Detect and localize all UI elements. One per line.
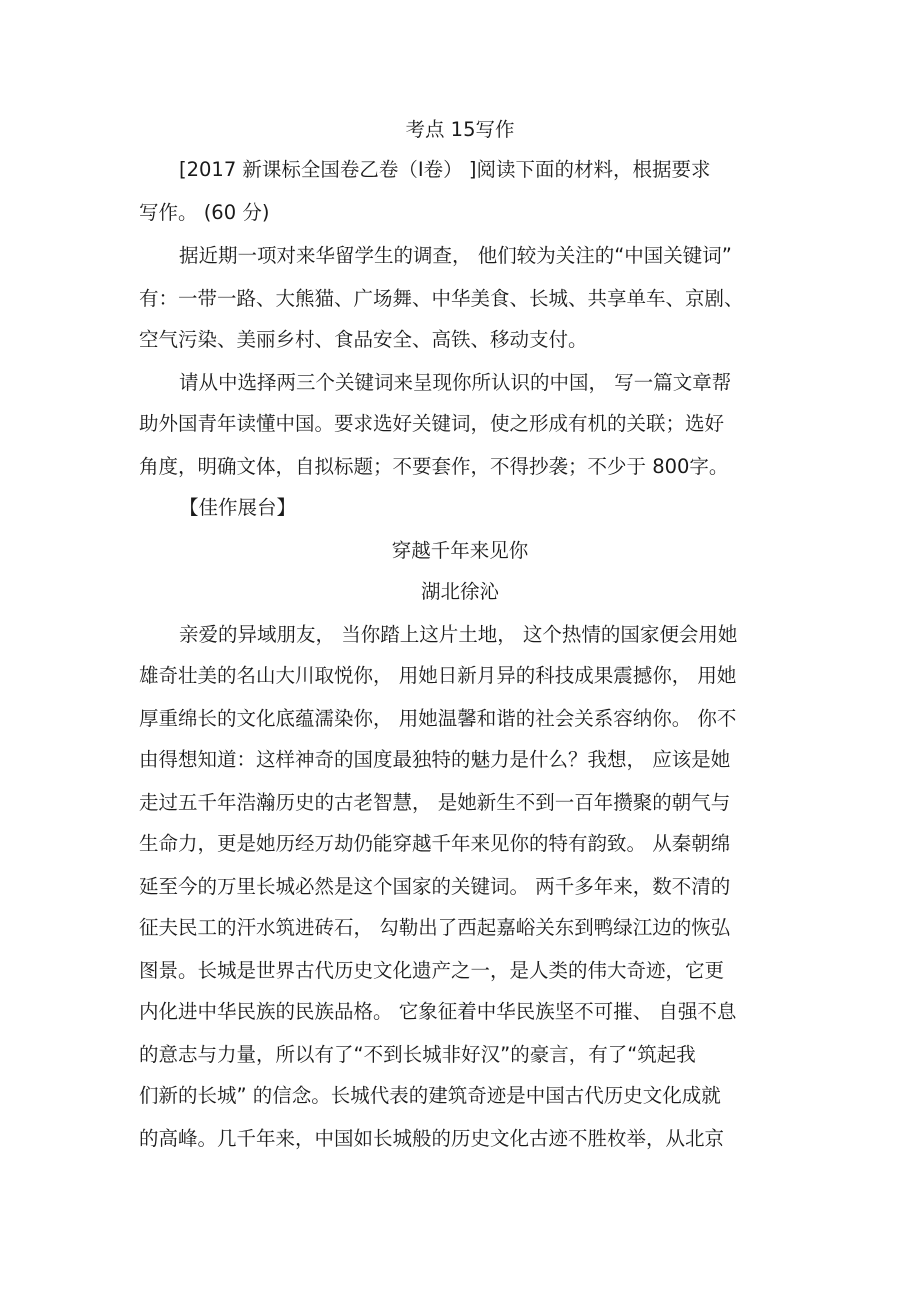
- material-line: 空气污染、美丽乡村、食品安全、高铁、移动支付。: [139, 328, 588, 351]
- essay-title: 穿越千年来见你: [391, 539, 529, 562]
- prompt-line: [2017 新课标全国卷乙卷（Ⅰ卷） ]阅读下面的材料，根据要求: [179, 158, 711, 181]
- essay-line: 图景。长城是世界古代历史文化遗产之一，是人类的伟大奇迹，它更: [139, 959, 725, 982]
- requirement-line: 角度，明确文体，自拟标题；不要套作，不得抄袭；不少于 800字。: [139, 455, 729, 478]
- essay-line: 内化进中华民族的民族品格。 它象征着中华民族坚不可摧、 自强不息: [139, 1000, 737, 1023]
- essay-line: 们新的长城” 的信念。长城代表的建筑奇迹是中国古代历史文化成就: [139, 1084, 721, 1107]
- essay-line: 生命力，更是她历经万劫仍能穿越千年来见你的特有韵致。 从秦朝绵: [139, 832, 731, 855]
- prompt-line: 写作。 (60 分): [139, 201, 270, 224]
- essay-line: 征夫民工的汗水筑进砖石， 勾勒出了西起嘉峪关东到鸭绿江边的恢弘: [139, 916, 731, 939]
- essay-line: 厚重绵长的文化底蕴濡染你， 用她温馨和谐的社会关系容纳你。 你不: [139, 707, 737, 730]
- essay-line: 由得想知道：这样神奇的国度最独特的魅力是什么？我想， 应该是她: [139, 748, 731, 771]
- material-line: 有：一带一路、大熊猫、广场舞、中华美食、长城、共享单车、京剧、: [139, 287, 744, 310]
- essay-line: 亲爱的异域朋友， 当你踏上这片土地， 这个热情的国家便会用她: [179, 623, 738, 646]
- material-line: 据近期一项对来华留学生的调查， 他们较为关注的“中国关键词”: [179, 244, 732, 267]
- document-title: 考点 15写作: [405, 118, 515, 141]
- essay-author: 湖北徐沁: [420, 580, 499, 603]
- section-label: 【佳作展台】: [179, 496, 297, 519]
- essay-line: 走过五千年浩瀚历史的古老智慧， 是她新生不到一百年攒聚的朝气与: [139, 791, 731, 814]
- essay-line: 延至今的万里长城必然是这个国家的关键词。 两千多年来，数不清的: [139, 875, 731, 898]
- requirement-line: 请从中选择两三个关键词来呈现你所认识的中国， 写一篇文章帮: [179, 371, 732, 394]
- essay-line: 雄奇壮美的名山大川取悦你， 用她日新月异的科技成果震撼你， 用她: [139, 664, 737, 687]
- requirement-line: 助外国青年读懂中国。要求选好关键词，使之形成有机的关联；选好: [139, 412, 725, 435]
- essay-line: 的意志与力量，所以有了“不到长城非好汉”的豪言，有了“筑起我: [139, 1043, 696, 1066]
- essay-line: 的高峰。几千年来，中国如长城般的历史文化古迹不胜枚举，从北京: [139, 1127, 725, 1150]
